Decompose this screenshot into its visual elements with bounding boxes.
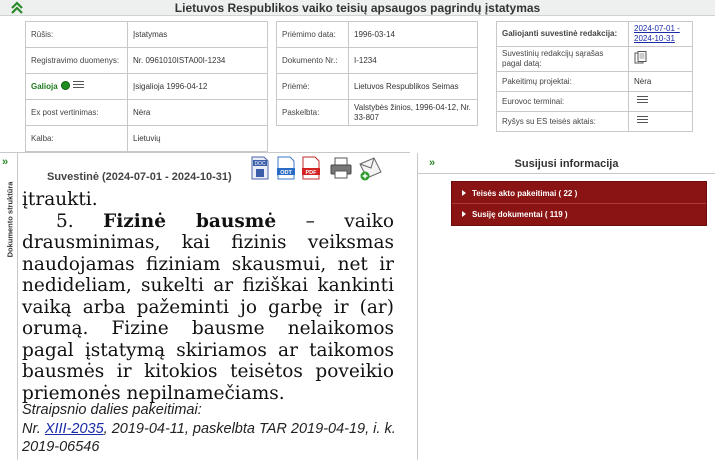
print-icon[interactable]: [330, 156, 352, 180]
info-label: Priėmimo data:: [277, 22, 349, 48]
info-value: Įstatymas: [128, 22, 268, 48]
page-title: Lietuvos Respublikos vaiko teisių apsaugos pagrindų įstatymas: [174, 1, 541, 15]
note-prefix: Nr.: [22, 421, 45, 437]
download-odt-icon[interactable]: [276, 156, 296, 180]
document-body: [22, 189, 394, 404]
eu-links-list-icon[interactable]: [637, 116, 648, 125]
info-value: 1996-03-14: [349, 22, 478, 48]
related-item-label: Susiję dokumentai ( 119 ): [472, 210, 568, 219]
status-badge: Galioja: [31, 82, 58, 91]
info-value: I-1234: [349, 48, 478, 74]
divider: [418, 173, 715, 174]
info-value: Lietuvos Respublikos Seimas: [349, 74, 478, 100]
info-label: Dokumento Nr.:: [277, 48, 349, 74]
info-table-main: [25, 21, 268, 152]
paragraph-term: Fizinė bausmė: [103, 210, 277, 232]
info-label: Ex post vertinimas:: [26, 100, 128, 126]
info-label: Paskelbta:: [277, 100, 349, 126]
sidebar-label: Dokumento struktūra: [5, 181, 15, 258]
info-value: Nėra: [629, 72, 693, 92]
info-value: Valstybės žinios, 1996-04-12, Nr. 33-807: [349, 100, 478, 126]
info-label: Registravimo duomenys:: [26, 48, 128, 74]
info-value: Nr. 0961010ISTA00I-1234: [128, 48, 268, 74]
triangle-right-icon: [462, 190, 466, 196]
email-icon[interactable]: [358, 156, 384, 182]
download-doc-icon[interactable]: [250, 156, 270, 180]
odt-icon-label: ODT: [280, 170, 292, 176]
related-item-label: Teisės akto pakeitimai ( 22 ): [472, 189, 578, 198]
related-info-panel: [417, 153, 715, 460]
info-value: Nėra: [128, 100, 268, 126]
divider: [452, 203, 706, 204]
info-label: Priėmė:: [277, 74, 349, 100]
title-bar: [0, 0, 715, 16]
paragraph-5: [22, 211, 394, 405]
current-version-link[interactable]: 2024-07-01 - 2024-10-31: [634, 24, 680, 43]
consolidated-version-heading: Suvestinė (2024-07-01 - 2024-10-31): [47, 171, 232, 183]
info-label: Eurovoc terminai:: [497, 92, 629, 112]
related-info-title: Susijusi informacija: [514, 158, 619, 170]
paragraph-number: 5.: [56, 210, 74, 232]
previous-line: įtraukti.: [22, 189, 98, 210]
note-rest: , 2019-04-11, paskelbta TAR 2019-04-19, i. k.: [103, 421, 396, 437]
eurovoc-list-icon[interactable]: [637, 96, 648, 105]
amendment-note-title: Straipsnio dalies pakeitimai:: [22, 402, 202, 418]
divider: [0, 152, 410, 153]
info-label: Galiojanti suvestinė redakcija:: [497, 22, 629, 47]
versions-cell: [629, 47, 693, 72]
versions-list-icon[interactable]: [634, 51, 647, 64]
download-pdf-icon[interactable]: [301, 156, 321, 180]
triangle-right-icon: [462, 211, 466, 217]
info-label: Rūšis:: [26, 22, 128, 48]
info-table-versions: [496, 21, 693, 132]
amendment-note-code: 2019-06546: [22, 439, 100, 455]
info-value: Lietuvių: [128, 126, 268, 152]
expand-double-chevron-icon[interactable]: »: [429, 157, 436, 169]
info-label: Suvestinių redakcijų sąrašas pagal datą:: [497, 47, 629, 72]
document-info: [10, 21, 707, 147]
doc-icon-label: DOC: [254, 161, 266, 167]
amendment-link[interactable]: XIII-2035: [44, 421, 104, 437]
info-label: Ryšys su ES teisės aktais:: [497, 112, 629, 132]
list-icon[interactable]: [73, 81, 84, 90]
info-label: Kalba:: [26, 126, 128, 152]
status-green-dot-icon: [61, 81, 70, 90]
info-table-adoption: [276, 21, 478, 126]
expand-double-chevron-icon[interactable]: »: [2, 156, 9, 168]
related-item-amendments[interactable]: [462, 189, 577, 198]
related-links-box: [451, 181, 707, 226]
info-value: Įsigalioja 1996-04-12: [128, 74, 268, 100]
info-label: Pakeitimų projektai:: [497, 72, 629, 92]
document-structure-sidebar[interactable]: [0, 153, 18, 460]
related-item-documents[interactable]: [462, 210, 568, 219]
paragraph-text: – vaiko drausminimas, kai fizinis veiksmas naudojamas fiziniam skausmui, net ir nedideliam, sukelti ar fiziškai kankinti vaiką arba pažeminti jo garbę ir (ar) orumą. Fizine bausme nelaikomos pagal įstatymą skiriamos ar taikomos bausmės ir kitokios teisėtos poveikio priemonės nepilnamečiams.: [22, 210, 394, 404]
amendment-note: [22, 421, 396, 437]
status-cell: [26, 74, 128, 100]
pdf-icon-label: PDF: [305, 170, 317, 176]
